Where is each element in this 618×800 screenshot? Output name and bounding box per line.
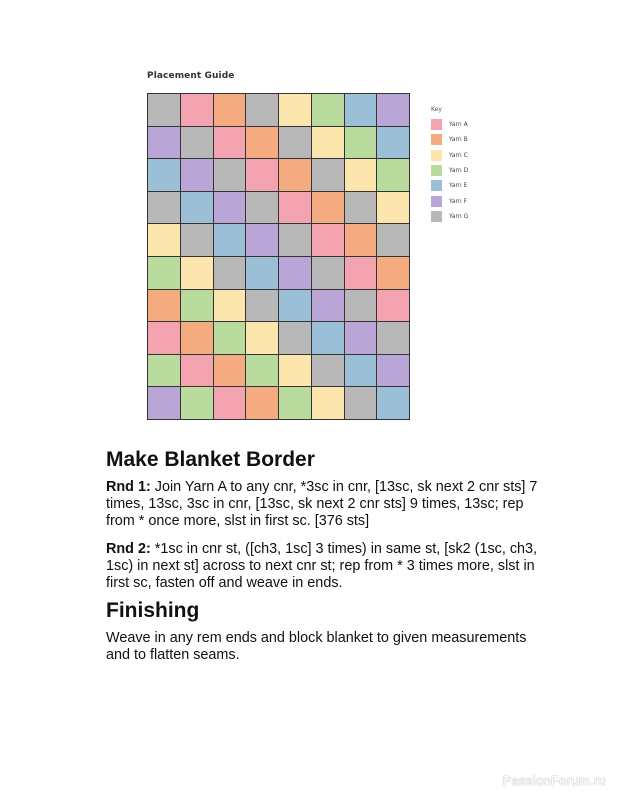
grid-cell-yarn-e bbox=[345, 94, 377, 126]
grid-cell-yarn-g bbox=[214, 159, 246, 191]
grid-cell-yarn-e bbox=[279, 290, 311, 322]
grid-cell-yarn-a bbox=[246, 159, 278, 191]
grid-cell-yarn-a bbox=[148, 322, 180, 354]
finishing-heading: Finishing bbox=[106, 599, 200, 622]
rnd2-paragraph bbox=[106, 541, 546, 593]
grid-cell-yarn-f bbox=[312, 290, 344, 322]
border-heading: Make Blanket Border bbox=[106, 448, 315, 471]
grid-cell-yarn-c bbox=[312, 127, 344, 159]
grid-cell-yarn-e bbox=[312, 322, 344, 354]
color-swatch-icon bbox=[431, 119, 442, 130]
color-swatch-icon bbox=[431, 211, 442, 222]
grid-cell-yarn-f bbox=[214, 192, 246, 224]
grid-cell-yarn-b bbox=[312, 192, 344, 224]
grid-cell-yarn-c bbox=[279, 94, 311, 126]
grid-cell-yarn-b bbox=[246, 127, 278, 159]
key-label: Yarn C bbox=[449, 151, 468, 159]
grid-cell-yarn-e bbox=[181, 192, 213, 224]
grid-cell-yarn-g bbox=[377, 224, 409, 256]
grid-cell-yarn-d bbox=[148, 355, 180, 387]
grid-cell-yarn-g bbox=[279, 322, 311, 354]
grid-cell-yarn-c bbox=[214, 290, 246, 322]
grid-cell-yarn-d bbox=[279, 387, 311, 419]
grid-cell-yarn-d bbox=[148, 257, 180, 289]
rnd2-text: *1sc in cnr st, ([ch3, 1sc] 3 times) in same st, [sk2 (1sc, ch3, 1sc) in next st] across to next cnr st; rep from * 3 times more, slst in first sc, fasten off and weave in ends. bbox=[106, 541, 538, 592]
key-item-yarn-f bbox=[431, 193, 468, 208]
key-label: Yarn A bbox=[449, 121, 468, 129]
grid-cell-yarn-e bbox=[377, 127, 409, 159]
grid-cell-yarn-b bbox=[148, 290, 180, 322]
key-label: Yarn G bbox=[449, 212, 469, 220]
grid-cell-yarn-d bbox=[377, 159, 409, 191]
grid-cell-yarn-c bbox=[312, 387, 344, 419]
grid-cell-yarn-e bbox=[214, 224, 246, 256]
grid-cell-yarn-f bbox=[246, 224, 278, 256]
grid-cell-yarn-a bbox=[345, 257, 377, 289]
grid-cell-yarn-g bbox=[181, 127, 213, 159]
grid-cell-yarn-d bbox=[214, 322, 246, 354]
grid-cell-yarn-f bbox=[181, 159, 213, 191]
grid-cell-yarn-e bbox=[377, 387, 409, 419]
grid-cell-yarn-f bbox=[148, 127, 180, 159]
grid-cell-yarn-e bbox=[345, 355, 377, 387]
grid-cell-yarn-b bbox=[345, 224, 377, 256]
grid-cell-yarn-f bbox=[377, 94, 409, 126]
grid-cell-yarn-d bbox=[345, 127, 377, 159]
grid-cell-yarn-b bbox=[377, 257, 409, 289]
grid-cell-yarn-a bbox=[214, 387, 246, 419]
key-item-yarn-c bbox=[431, 148, 468, 163]
placement-grid bbox=[147, 93, 410, 420]
grid-cell-yarn-b bbox=[214, 355, 246, 387]
grid-cell-yarn-e bbox=[246, 257, 278, 289]
rnd1-label: Rnd 1: bbox=[106, 479, 151, 495]
grid-cell-yarn-c bbox=[148, 224, 180, 256]
grid-cell-yarn-a bbox=[214, 127, 246, 159]
placement-guide-title: Placement Guide bbox=[147, 71, 235, 81]
grid-cell-yarn-g bbox=[279, 224, 311, 256]
grid-cell-yarn-c bbox=[377, 192, 409, 224]
key-item-yarn-d bbox=[431, 163, 468, 178]
grid-cell-yarn-g bbox=[246, 192, 278, 224]
color-swatch-icon bbox=[431, 134, 442, 145]
grid-cell-yarn-c bbox=[279, 355, 311, 387]
color-swatch-icon bbox=[431, 196, 442, 207]
key-item-yarn-g bbox=[431, 209, 468, 224]
key-item-yarn-a bbox=[431, 117, 468, 132]
color-key bbox=[431, 106, 468, 224]
color-swatch-icon bbox=[431, 150, 442, 161]
watermark: PassionForum.ru bbox=[502, 773, 606, 788]
rnd1-paragraph bbox=[106, 479, 546, 531]
grid-cell-yarn-f bbox=[377, 355, 409, 387]
grid-cell-yarn-b bbox=[181, 322, 213, 354]
grid-cell-yarn-d bbox=[181, 290, 213, 322]
rnd2-label: Rnd 2: bbox=[106, 541, 151, 557]
key-title: Key bbox=[431, 106, 442, 113]
grid-cell-yarn-g bbox=[214, 257, 246, 289]
key-item-yarn-b bbox=[431, 132, 468, 147]
color-swatch-icon bbox=[431, 165, 442, 176]
grid-cell-yarn-g bbox=[279, 127, 311, 159]
grid-cell-yarn-c bbox=[345, 159, 377, 191]
grid-cell-yarn-a bbox=[377, 290, 409, 322]
grid-cell-yarn-a bbox=[181, 355, 213, 387]
grid-cell-yarn-g bbox=[181, 224, 213, 256]
grid-cell-yarn-b bbox=[279, 159, 311, 191]
grid-cell-yarn-g bbox=[312, 355, 344, 387]
grid-cell-yarn-a bbox=[181, 94, 213, 126]
grid-cell-yarn-g bbox=[345, 290, 377, 322]
key-label: Yarn F bbox=[449, 197, 468, 205]
key-label: Yarn D bbox=[449, 167, 469, 175]
color-swatch-icon bbox=[431, 180, 442, 191]
key-item-yarn-e bbox=[431, 178, 468, 193]
grid-cell-yarn-b bbox=[246, 387, 278, 419]
grid-cell-yarn-g bbox=[148, 192, 180, 224]
grid-cell-yarn-g bbox=[377, 322, 409, 354]
grid-cell-yarn-g bbox=[148, 94, 180, 126]
grid-cell-yarn-g bbox=[345, 192, 377, 224]
finishing-paragraph: Weave in any rem ends and block blanket to given measurements and to flatten seams. bbox=[106, 630, 527, 664]
grid-cell-yarn-a bbox=[279, 192, 311, 224]
key-label: Yarn E bbox=[449, 182, 468, 190]
grid-cell-yarn-b bbox=[214, 94, 246, 126]
grid-cell-yarn-c bbox=[246, 322, 278, 354]
key-label: Yarn B bbox=[449, 136, 468, 144]
grid-cell-yarn-g bbox=[345, 387, 377, 419]
grid-cell-yarn-d bbox=[246, 355, 278, 387]
rnd1-text: Join Yarn A to any cnr, *3sc in cnr, [13sc, sk next 2 cnr sts] 7 times, 13sc, 3sc in cnr, [13sc, sk next 2 cnr sts] 9 times, 13sc; rep from * once more, slst in first sc. [376 sts] bbox=[106, 479, 538, 530]
grid-cell-yarn-a bbox=[312, 224, 344, 256]
grid-cell-yarn-d bbox=[181, 387, 213, 419]
grid-cell-yarn-d bbox=[312, 94, 344, 126]
grid-cell-yarn-g bbox=[246, 290, 278, 322]
grid-cell-yarn-g bbox=[312, 257, 344, 289]
grid-cell-yarn-f bbox=[148, 387, 180, 419]
grid-cell-yarn-c bbox=[181, 257, 213, 289]
grid-cell-yarn-g bbox=[312, 159, 344, 191]
grid-cell-yarn-g bbox=[246, 94, 278, 126]
grid-cell-yarn-f bbox=[279, 257, 311, 289]
grid-cell-yarn-e bbox=[148, 159, 180, 191]
grid-cell-yarn-f bbox=[345, 322, 377, 354]
